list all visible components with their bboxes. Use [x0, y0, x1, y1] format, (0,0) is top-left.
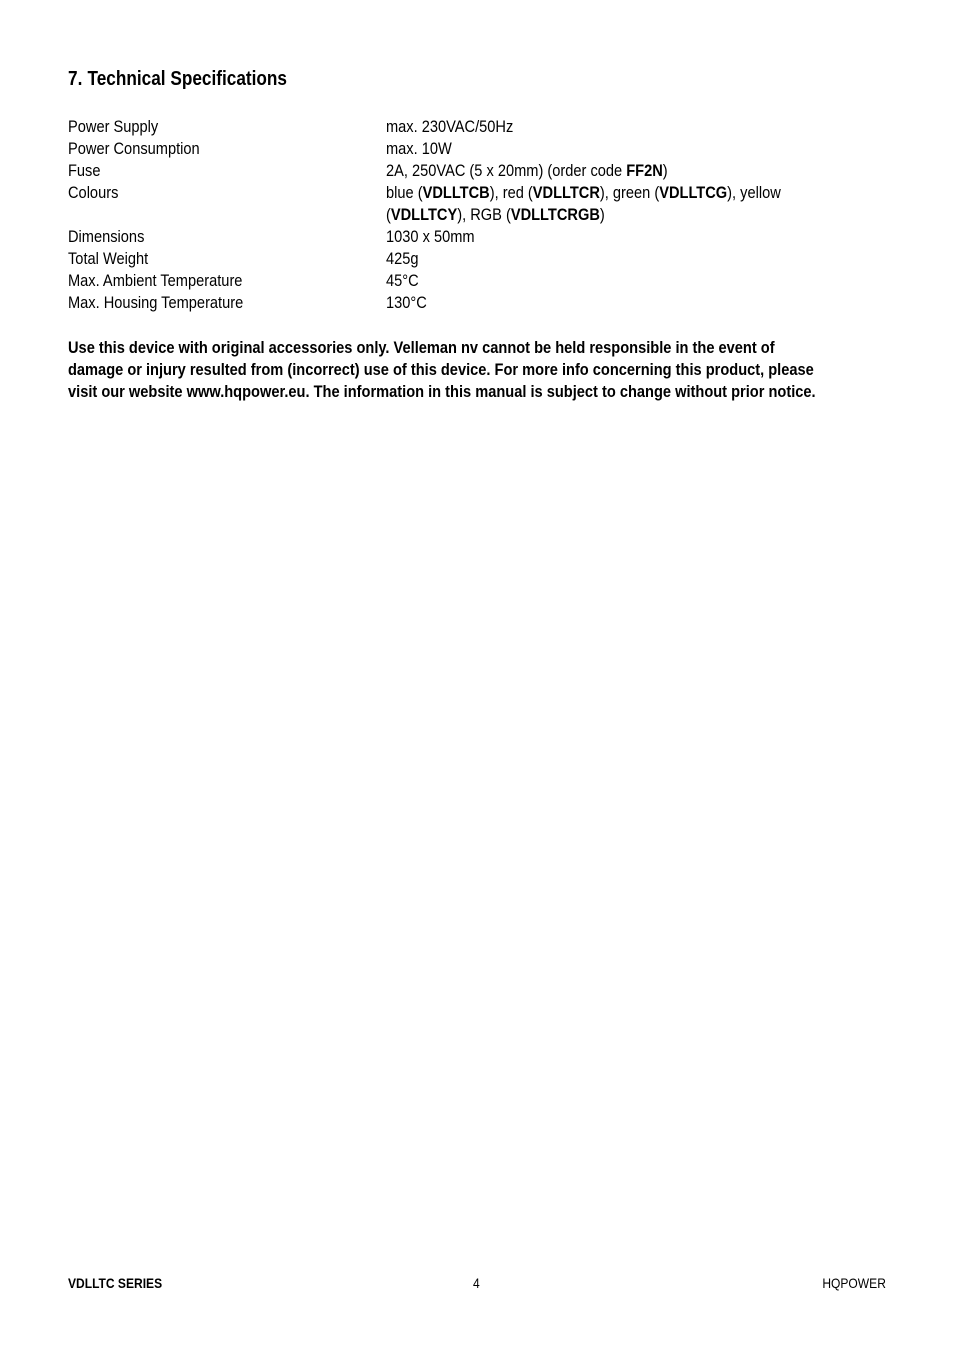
footer-page-number: 4	[473, 1275, 480, 1291]
spec-value: 45°C	[386, 271, 419, 290]
spec-label: Max. Ambient Temperature	[68, 271, 243, 290]
spec-label: Power Consumption	[68, 139, 200, 158]
spec-row-total-weight	[68, 248, 888, 270]
fuse-value-suffix: )	[662, 161, 668, 180]
colours-line-1	[386, 182, 818, 204]
spec-label: Colours	[68, 183, 119, 202]
spec-label: Fuse	[68, 161, 101, 180]
notice-line: visit our website www.hqpower.eu. The information in this manual is subject to change without prior notice.	[68, 382, 816, 401]
colour-code-rgb: VDLLTCRGB	[510, 205, 600, 224]
spec-value: 130°C	[386, 293, 427, 312]
notice-line: Use this device with original accessories only. Velleman nv cannot be held responsible in the event of	[68, 338, 775, 357]
spec-row-max-ambient-temperature	[68, 270, 888, 292]
disclaimer-notice	[68, 337, 816, 403]
colour-code-red: VDLLTCR	[532, 183, 600, 202]
fuse-order-code: FF2N	[626, 161, 663, 180]
spec-row-power-consumption	[68, 138, 888, 160]
colour-text: blue (	[386, 183, 423, 202]
spec-row-dimensions	[68, 226, 888, 248]
colour-text: ), red (	[489, 183, 533, 202]
spec-label: Power Supply	[68, 117, 159, 136]
colour-text: ), green (	[599, 183, 660, 202]
colour-text: (	[386, 205, 391, 224]
spec-value	[386, 160, 818, 182]
spec-row-fuse	[68, 160, 888, 182]
footer-series: VDLLTC SERIES	[68, 1275, 163, 1291]
section-heading	[68, 68, 287, 91]
spec-label: Dimensions	[68, 227, 145, 246]
spec-row-colours	[68, 182, 888, 226]
colour-code-yellow: VDLLTCY	[390, 205, 458, 224]
spec-value: 425g	[386, 249, 419, 268]
spec-label: Max. Housing Temperature	[68, 293, 244, 312]
spec-value: max. 230VAC/50Hz	[386, 117, 514, 136]
section-number: 7.	[68, 68, 83, 90]
spec-value: 1030 x 50mm	[386, 227, 475, 246]
spec-value	[386, 182, 818, 226]
colour-text: )	[599, 205, 605, 224]
spec-value: max. 10W	[386, 139, 452, 158]
spec-row-max-housing-temperature	[68, 292, 888, 314]
colour-code-green: VDLLTCG	[659, 183, 728, 202]
colour-code-blue: VDLLTCB	[422, 183, 490, 202]
spec-label: Total Weight	[68, 249, 149, 268]
colour-text: ), yellow	[727, 183, 781, 202]
colour-text: ), RGB (	[457, 205, 511, 224]
fuse-value-text: 2A, 250VAC (5 x 20mm) (order code	[386, 161, 627, 180]
footer-brand: HQPOWER	[822, 1275, 886, 1291]
notice-line: damage or injury resulted from (incorrect) use of this device. For more info concerning this product, please	[68, 360, 814, 379]
specifications-table	[68, 116, 888, 314]
section-title: Technical Specifications	[87, 68, 287, 90]
colours-line-2	[386, 204, 818, 226]
spec-row-power-supply	[68, 116, 888, 138]
